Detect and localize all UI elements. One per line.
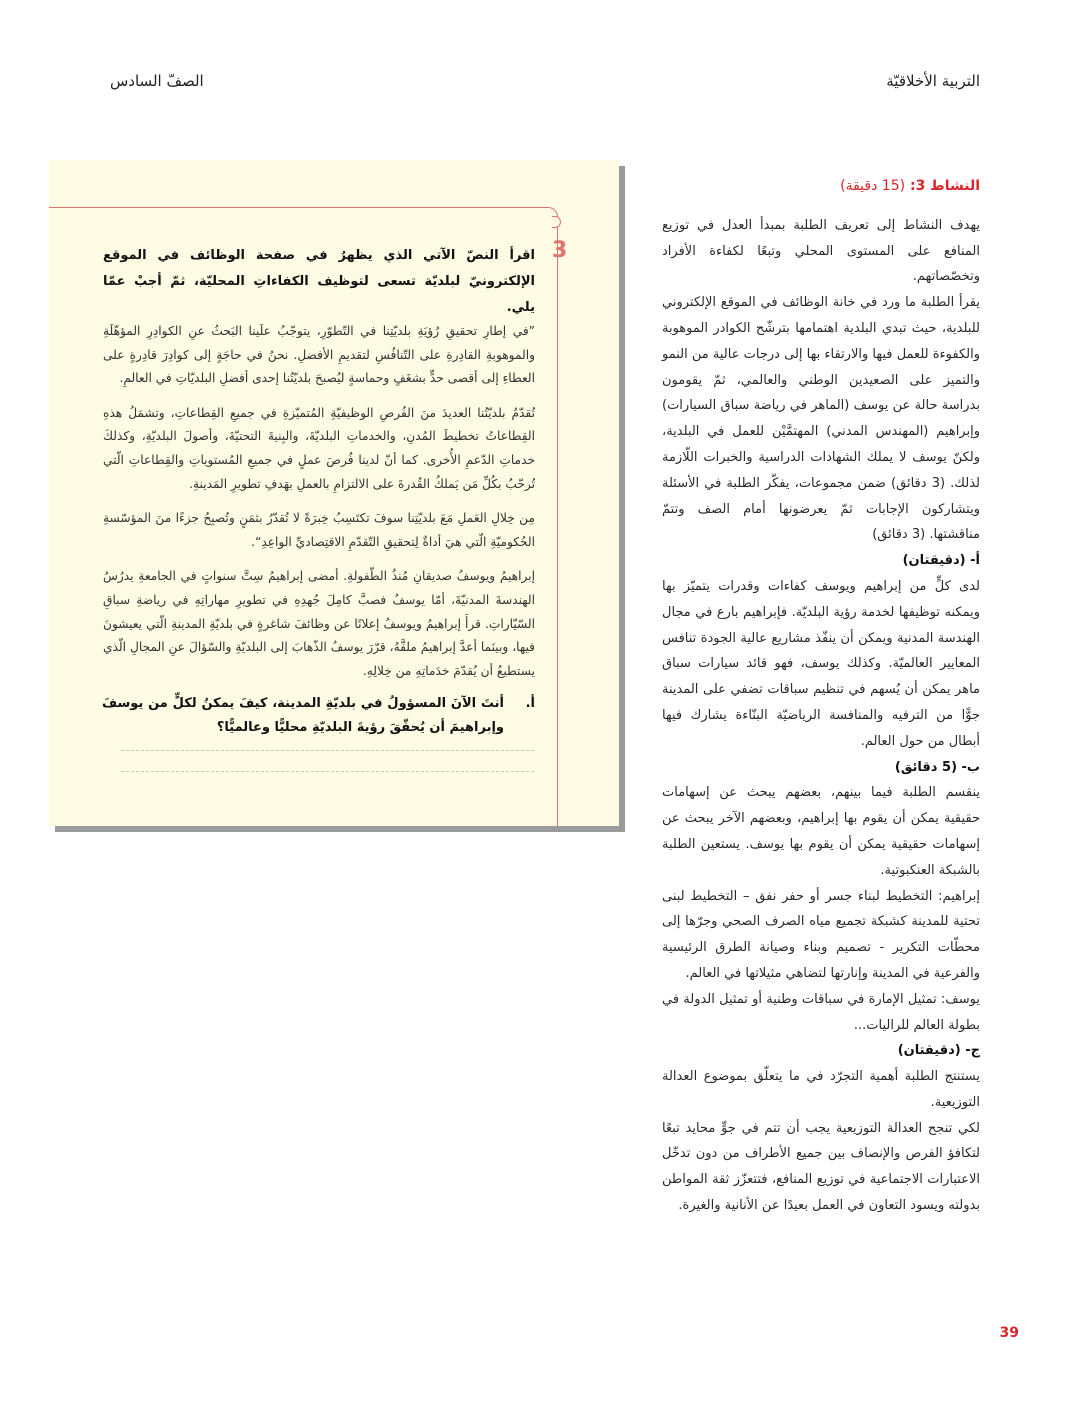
activity-title xyxy=(662,174,980,200)
activity-title-bold: النشاط 3: xyxy=(905,178,980,194)
card-number: 3 xyxy=(552,238,568,263)
part-a-text: لدى كلٍّ من إبراهيم ويوسف كفاءات وقدرات يتميّز بها ويمكنه توظيفها لخدمة رؤية البلديّة. فإبراهيم بارع في مجال الهندسة المدنية ويمكن أن ينفّذ مشاريع عالية الجودة تنافس المعايير العالميّة. وكذلك يوسف، فهو قائد سيارات سباق ماهر يمكن أن يُسهم في تنظيم سباقات تضفي على المدينة جوًّا من الترفيه والمنافسة الرياضيّة البنّاءة يشارك فيها أبطال من حول العالم. xyxy=(662,578,980,749)
passage-paragraph: إبراهيمُ ويوسفُ صديقانِ مُنذُ الطّفولةِ. أمضى إبراهيمُ سِتَّ سنواتٍ في الجامعةِ يدرُسُ الهندسةَ المدنيّةَ، أمّا يوسفُ فصبَّ كامِلَ جُهدِهِ في تطويرِ مهاراتِهِ في رياضةِ سباقِ السّيّاراتِ. قرأَ إبراهيمُ ويوسفُ إعلانًا عن وظائفَ شاغرةٍ في بلديّةِ المدينةِ الّتي يعيشونَ فيها، وبينَما أعدَّ إبراهيمُ ملفَّهُ، قرّرَ يوسفُ الذّهابَ إلى البلديّةِ والسّؤالَ عنِ المجالِ الّذي يستطيعُ أن يُقدّمَ خدَماتِهِ من خِلالِهِ. xyxy=(103,569,535,678)
activity-paragraph: يهدف النشاط إلى تعريف الطلبة بمبدأ العدل في توزيع المنافع على المستوى المحلي وتبعًا لكفاءة الأفراد وتخصّصاتهم. xyxy=(662,217,980,285)
answer-line[interactable] xyxy=(121,771,534,772)
part-c-paragraph: لكي تنجح العدالة التوزيعية يجب أن تتم في جوٍّ محايد تبعًا لتكافؤ الفرص والإنصاف بين جميع الأطراف من دون تدخّل الاعتبارات الاجتماعية في توزيع المنافع، فتتعزّز ثقة المواطن بدولته ويسود التعاون في العمل بعيدًا عن الأنانية والغيرة. xyxy=(662,1120,980,1214)
part-b-title: ب- (5 دقائق) xyxy=(894,759,980,775)
passage-paragraph: مِن خِلالِ العَملِ مَعَ بلديّتِنا سوفَ تكتَسِبُ خِبرَةً لا تُقدّرُ بثمَنٍ وتُصبِحُ جزءًا منَ المؤسّسةِ الحُكوميّةِ الّتي هيَ أداةٌ لِتحقيقِ التّقدّمِ الاقتِصاديِّ الواعِدِ“. xyxy=(103,511,535,549)
page-number: 39 xyxy=(999,1325,1019,1341)
activity-paragraph: يقرأ الطلبة ما ورد في خانة الوظائف في الموقع الإلكتروني للبلدية، حيث تبدي البلدية اهتمامها بترشّح الكوادر الموهوبة والكفوءة للعمل فيها والارتقاء بها إلى درجات عالية من النمو والتميز على الصعيدين الوطني والعالمي، ثمّ يقومون بدراسة حالة عن يوسف (الماهر في رياضة سباق السيارات) وإبراهيم (المهندس المدني) المهتمَّيْن للعمل في البلدية، ولكنّ يوسف لا يملك الشهادات الدراسية والخبرات اللّازمة لذلك. (3 دقائق) ضمن مجموعات، يفكّر الطلبة في الأسئلة ويتشاركون الإجابات ثمّ يعرضونها أمام الصف وتتمّ مناقشتها. (3 دقائق) xyxy=(662,295,980,543)
answer-line[interactable] xyxy=(121,750,534,751)
question-text: أنتَ الآنَ المسؤولُ في بلديّةِ المدينة، كيفَ يمكنُ لكلٍّ من يوسفَ وإبراهيمَ أن يُحقّقَ رؤيةَ البلديّةِ محليًّا وعالميًّا؟ xyxy=(102,696,504,735)
grade-label: الصفّ السادس xyxy=(110,72,204,90)
part-b-paragraph: يوسف: تمثيل الإمارة في سباقات وطنية أو تمثيل الدولة في بطولة العالم للراليات... xyxy=(662,991,980,1033)
subject-title: التربية الأخلاقيّة xyxy=(886,72,980,90)
passage-paragraph: تُقدّمُ بلديّتُنا العديدَ منَ الفُرصِ الوظيفيّةِ المُتميّزةِ في جميعِ القِطاعاتِ، وتشمَلُ هذهِ القِطاعاتُ تخطيطَ المُدنِ، والخدماتِ البلديّةَ، والبِنيةَ التحتيّةَ، وأصولَ البلديّةِ، وكذلكَ خدماتِ الدّعمِ الأُخرى. كما أنّ لدينا فُرصَ عملٍ في جميعِ المُستوياتِ والقِطاعاتِ الّتي تُرحّبُ بكُلِّ مَن يَملكُ القُدرةَ على الالتزامِ بالعملِ بهَدفِ تطويرِ المَدينةِ. xyxy=(103,405,535,491)
card-instruction: اقرأ النصّ الآتي الذي يظهرُ في صفحة الوظائف في الموقع الإلكترونيّ لبلديّة تسعى لتوظيف الكفاءاتِ المحليّة، ثمّ أجبْ عمّا يلي. xyxy=(103,248,535,315)
part-b-paragraph: ينقسم الطلبة فيما بينهم، بعضهم يبحث عن إسهامات حقيقية يمكن أن يقوم بها إبراهيم، وبعضهم الآخر يبحث عن إسهامات حقيقية يمكن أن يقوم بها يوسف. يستعين الطلبة بالشبكة العنكبوتية. xyxy=(662,785,980,878)
card-passage xyxy=(103,320,535,694)
question-letter: أ. xyxy=(525,696,535,711)
passage-paragraph: ”في إطارِ تحقيقِ رُؤيَةِ بلديّتِنا في التّطوّرِ، يتوجّبُ علَينا البَحثُ عنِ الكوادِرِ المؤهّلَةِ والموهوبةِ القادِرةِ على التّنافُسِ لتقديمِ الأفضلِ. نحنُ في حاجَةٍ إلى كوادِرَ قادِرةٍ على العطاءِ إلى أقصى حدٍّ بشغَفٍ وحماسةٍ ليُصبحَ بلديّتُنا إحدى أفضلِ البلديّاتِ في العالمِ. xyxy=(103,324,535,386)
part-a-title: أ- (دقيقتان) xyxy=(902,553,980,569)
activity-duration: (15 دقيقة) xyxy=(840,178,906,194)
part-c-paragraph: يستنتج الطلبة أهمية التجرّد في ما يتعلّق بموضوع العدالة التوزيعية. xyxy=(662,1069,980,1110)
part-b-paragraph: إبراهيم: التخطيط لبناء جسر أو حفر نفق – التخطيط لبنى تحتية للمدينة كشبكة تجميع مياه الصرف الصحي وجرّها إلى محطّات التكرير - تصميم وبناء وصيانة الطرق الرئيسية والفرعية في المدينة وإنارتها لتضاهي مثيلاتها في العالم. xyxy=(662,888,980,981)
activity-notes xyxy=(662,174,980,1219)
part-c-title: ج- (دقيقتان) xyxy=(897,1043,980,1059)
